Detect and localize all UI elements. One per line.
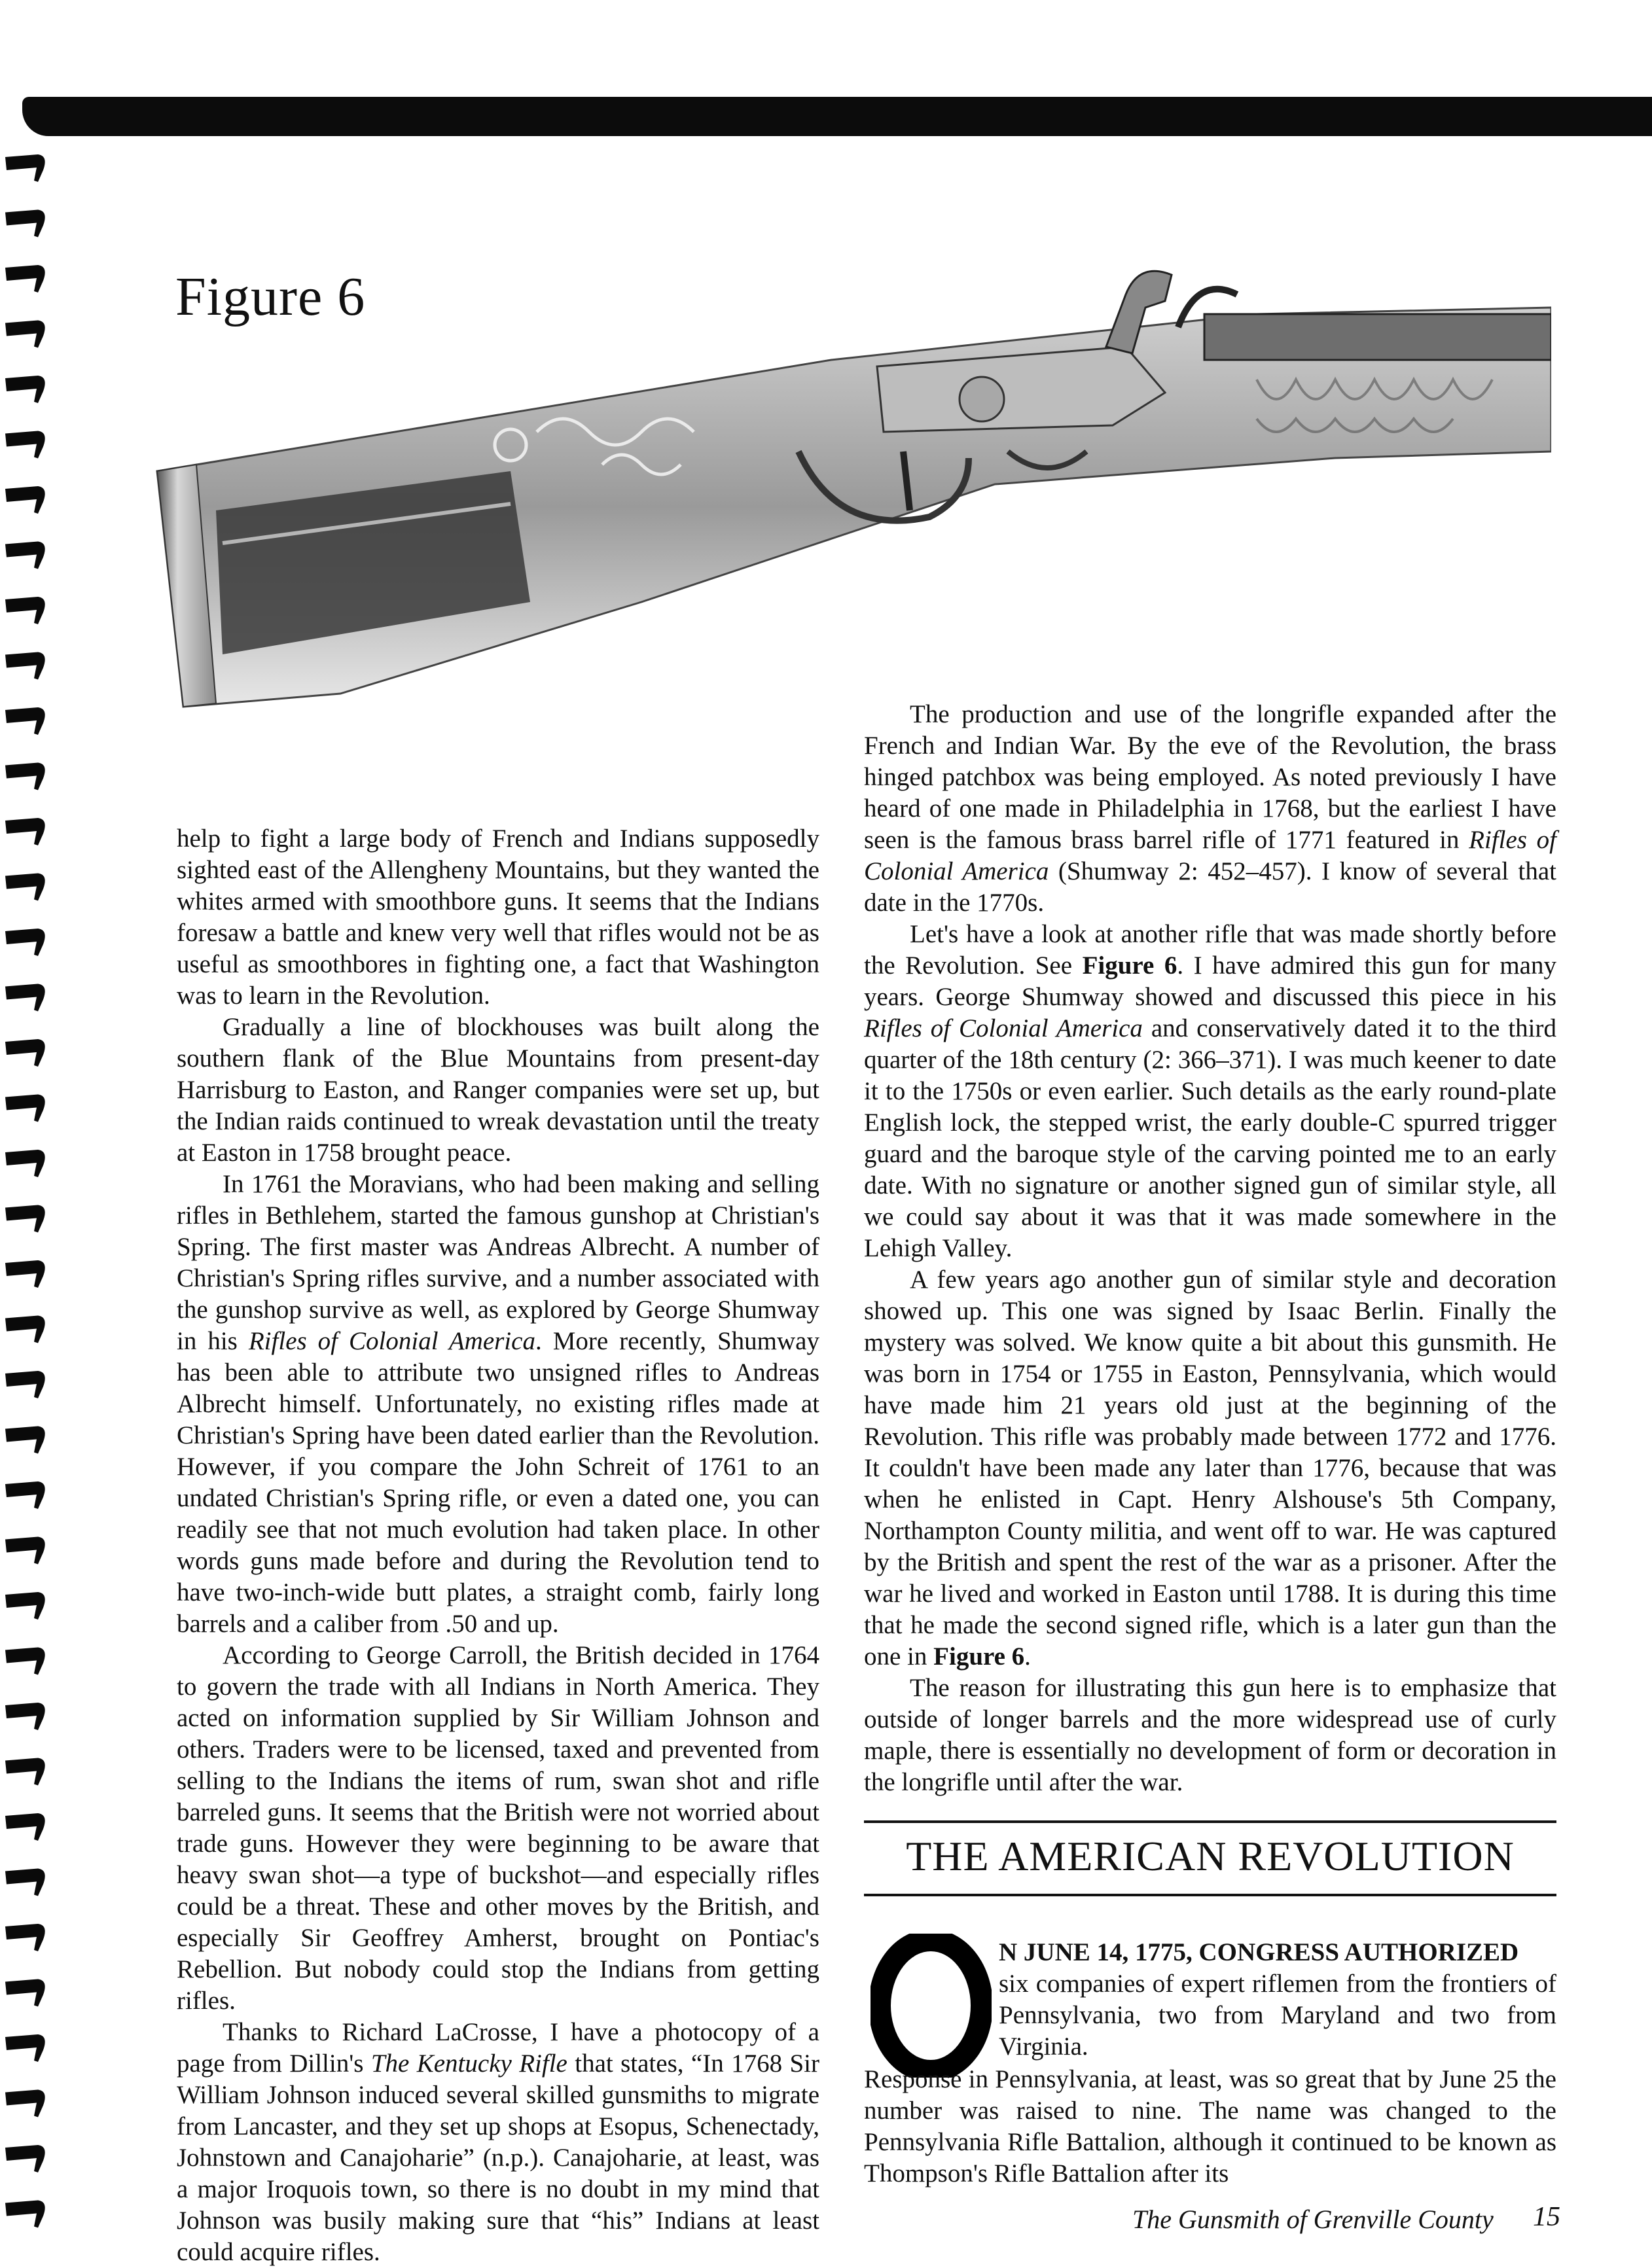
binding-hook [5,1758,45,1786]
binding-hook [5,431,45,459]
binding-hook [5,707,45,735]
binding-hook [5,2090,45,2117]
binding-hook [5,1648,45,1675]
binding-hook [5,1150,45,1177]
paragraph: A few years ago another gun of similar style and decoration showed up. This one was signed by Isaac Berlin. Finally the mystery was solved. We know quite a bit about this gunsmith. He was born in 1754 or 1755 in Easton, Pennsylvania, which would have made him 21 years old just at the beginning of the Revolution. This rifle was probably made between 1772 and 1776. It couldn't have been made any later than 1776, because that was when he enlisted in Capt. Henry Alshouse's 5th Company, Northampton County militia, and went off to war. He was captured by the British and spent the rest of the war as a prisoner. After the war he lived and worked in Easton until 1788. It is during this time that he made the second signed rifle, which is a later gun than the one in Figure 6. [864,1266,1556,1671]
binding-hook [5,210,45,238]
binding-hook [5,1592,45,1620]
binding-hook [5,652,45,680]
section-title: THE AMERICAN REVOLUTION [906,1833,1515,1879]
lead-bold: N JUNE 14, 1775, CONGRESS AUTHORIZED [999,1938,1519,1966]
binding-hook [5,874,45,901]
section-lead [999,1937,1556,1968]
binding-hook [5,1316,45,1343]
binding-hook [5,1481,45,1509]
top-rule [22,97,1652,136]
binding-hook [5,1426,45,1454]
figure-label: Figure 6 [175,266,366,327]
binding-hook [5,154,45,182]
section-rule-top [864,1820,1556,1823]
section-body-lines: six companies of expert riflemen from the frontiers of Pennsylvania, two from Maryland and two from Virginia. [999,1970,1556,2061]
binding-hook [5,376,45,403]
binding-hook [5,1260,45,1288]
section-body-rest: Response in Pennsylvania, at least, was so great that by June 25 the number was raised to nine. The name was changed to the Pennsylvania Rifle Battalion, although it continued to be known as Thompson's Rifle Battalion after its [864,2065,1556,2188]
binding-hook [5,1924,45,1951]
section-body-bottom [864,2064,1556,2189]
running-footer: The Gunsmith of Grenville County [1132,2205,1494,2234]
binding-hook [5,818,45,845]
binding-hook [5,763,45,790]
binding-hook [5,1537,45,1565]
binding-hook [5,1813,45,1841]
page-number: 15 [1533,2202,1560,2232]
paragraph: Gradually a line of blockhouses was built along the southern flank of the Blue Mountains from present-day Harrisburg to Easton, and Ranger companies were set up, but the Indian raids continued to wreak devastation until the treaty at Easton in 1758 brought peace. [177,1013,819,1167]
paragraph: The reason for illustrating this gun here is to emphasize that outside of longer barrels and the more widespread use of curly maple, there is essentially no development of form or decoration in the longrifle until after the war. [864,1674,1556,1796]
spiral-binding [0,151,54,2251]
section-rule-bottom [864,1894,1556,1896]
paragraph: Thanks to Richard LaCrosse, I have a photocopy of a page from Dillin's The Kentucky Rifle that states, “In 1768 Sir William Johnson induced several skilled gunsmiths to migrate from Lancaster, and they set up shops at Esopus, Schenectady, Johnstown and Canajoharie” (n.p.). Canajoharie, at least, was a major Iroquois town, so there is no doubt in my mind that Johnson was busily making sure that “his” Indians at least could acquire rifles. [177,2018,819,2266]
paragraph: Let's have a look at another rifle that was made shortly before the Revolution. See Figure 6. I have admired this gun for many years. George Shumway showed and discussed this piece in his Rifles of Colonial America and conservatively dated it to the third quarter of the 18th century (2: 366–371). I was much keener to date it to the 1750s or even earlier. Such details as the early round-plate English lock, the stepped wrist, the early double-C spurred trigger guard and the baroque style of the carving pointed me to an early date. With no signature or another signed gun of similar style, all we could say about it was that it was made somewhere in the Lehigh Valley. [864,920,1556,1262]
paragraph: According to George Carroll, the British decided in 1764 to govern the trade with all Indians in North America. They acted on information supplied by Sir William Johnson and others. Traders were to be licensed, taxed and prevented from selling to the Indians the items of rum, swan shot and rifle barreled guns. It seems that the British were not worried about trade guns. However they were beginning to be aware that heavy swan shot—a type of buckshot—and especially rifles could be a threat. These and other moves by the British, and especially Sir Geoffrey Amherst, brought on Pontiac's Rebellion. But nobody could stop the Indians from getting rifles. [177,1641,819,2015]
binding-hook [5,2145,45,2172]
rifle-photo [144,236,1551,733]
binding-hook [5,1039,45,1067]
binding-hook [5,1371,45,1398]
binding-hook [5,265,45,292]
binding-hook [5,929,45,956]
drop-cap [871,1934,992,2078]
section-body-top [999,1968,1556,2063]
binding-hook [5,2201,45,2228]
binding-hook [5,1979,45,2007]
binding-hook [5,597,45,624]
paragraph: The production and use of the longrifle expanded after the French and Indian War. By the eve of the Revolution, the brass hinged patchbox was being employed. As noted previously I have heard of one made in Philadelphia in 1768, but the earliest I have seen is the famous brass barrel rifle of 1771 featured in Rifles of Colonial America (Shumway 2: 452–457). I know of several that date in the 1770s. [864,700,1556,917]
paragraph: help to fight a large body of French and Indians supposedly sighted east of the Allengheny Mountains, but they wanted the whites armed with smoothbore guns. It seems that the Indians foresaw a battle and knew very well that rifles would not be as useful as smoothbores in fighting one, a fact that Washington was to learn in the Revolution. [177,824,819,1010]
binding-hook [5,1703,45,1730]
binding-hook [5,486,45,514]
binding-hook [5,1095,45,1122]
paragraph: In 1761 the Moravians, who had been making and selling rifles in Bethlehem, started the famous gunshop at Christian's Spring. The first master was Andreas Albrecht. A number of Christian's Spring rifles survive, and a number associated with the gunshop survive as well, as explored by George Shumway in his Rifles of Colonial America. More recently, Shumway has been able to attribute two unsigned rifles to Andreas Albrecht himself. Unfortunately, no existing rifles made at Christian's Spring have been dated earlier than the Revolution. However, if you compare the John Schreit of 1761 to an undated Christian's Spring rifle, or even a dated one, you can readily see that not much evolution had taken place. In other words guns made before and during the Revolution tend to have two-inch-wide butt plates, a straight comb, fairly long barrels and a caliber from .50 and up. [177,1170,819,1638]
binding-hook [5,542,45,569]
binding-hook [5,1869,45,1896]
right-column [864,699,1556,1798]
binding-hook [5,2034,45,2062]
binding-hook [5,1205,45,1233]
binding-hook [5,984,45,1012]
left-column [177,823,819,2268]
binding-hook [5,321,45,348]
